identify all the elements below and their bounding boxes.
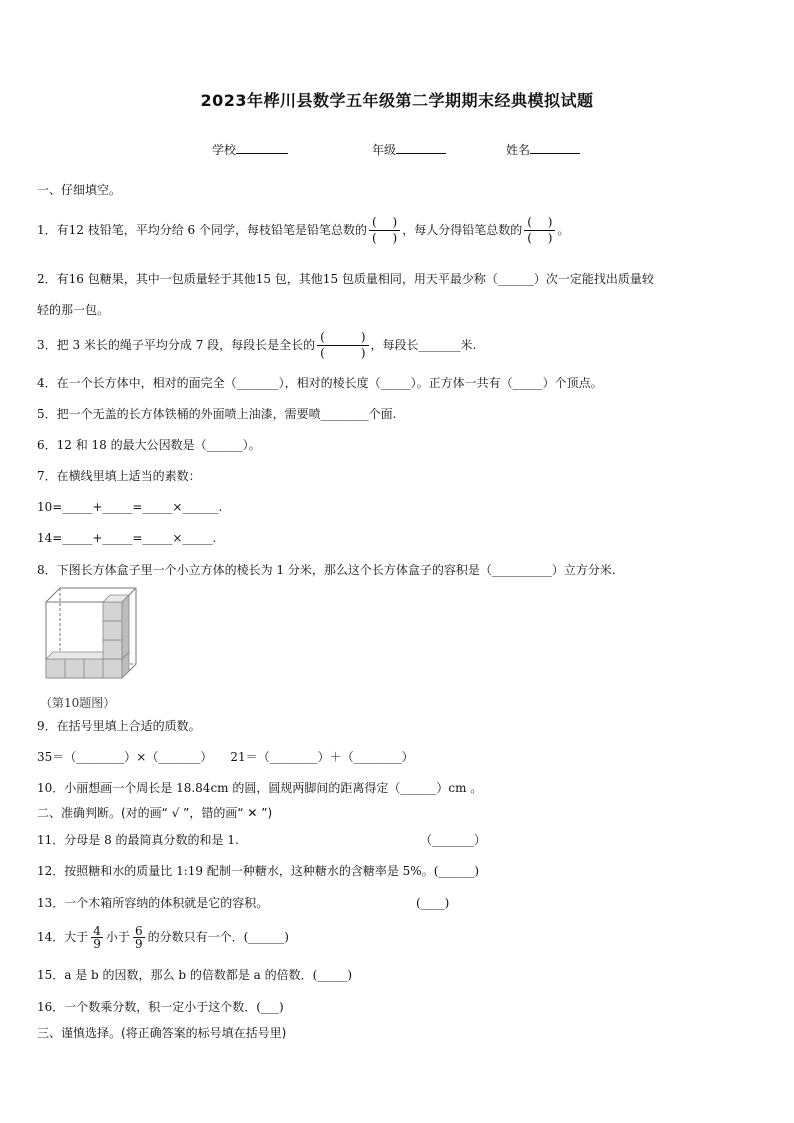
question-13: 13．一个木箱所容纳的体积就是它的容积。 <box>37 896 269 910</box>
section-2-heading: 二、准确判断。(对的画“ √ ”，错的画“ ✕ ”) <box>37 806 273 820</box>
question-16: 16．一个数乘分数，积一定小于这个数．(___) <box>37 1000 284 1014</box>
question-6: 6．12 和 18 的最大公因数是（______）。 <box>37 438 261 452</box>
q1-fraction-2[interactable]: $\frac{( )}{( )}$ <box>524 215 555 246</box>
school-label: 学校 <box>212 143 237 157</box>
question-3: 3．把 3 米长的绳子平均分成 7 段，每段长是全长的 $\frac{( )}{( )}$ ，每段长_______米. <box>37 330 477 360</box>
grade-label: 年级 <box>372 143 397 157</box>
question-12: 12．按照糖和水的质量比 1:19 配制一种糖水，这种糖水的含糖率是 5%。(______) <box>37 864 480 878</box>
section-1-heading: 一、仔细填空。 <box>37 183 122 197</box>
section-3-heading: 三、谨慎选择。(将正确答案的标号填在括号里) <box>37 1026 287 1040</box>
question-15: 15．a 是 b 的因数，那么 b 的倍数都是 a 的倍数．(_____) <box>37 968 353 982</box>
q3-fraction[interactable]: $\frac{( )}{( )}$ <box>317 330 368 361</box>
school-field <box>212 141 288 158</box>
school-blank[interactable] <box>236 141 288 154</box>
q11-answer[interactable]: （_______） <box>420 833 487 847</box>
question-5: 5．把一个无盖的长方体铁桶的外面喷上油漆，需要喷________个面. <box>37 407 397 421</box>
q1-fraction-1[interactable]: $\frac{( )}{( )}$ <box>369 215 400 246</box>
question-9: 9．在括号里填上合适的质数。 <box>37 719 201 733</box>
question-7: 7．在横线里填上适当的素数： <box>37 469 201 483</box>
box-figure <box>42 584 138 683</box>
question-2-line-2: 轻的那一包。 <box>37 303 110 317</box>
name-label: 姓名 <box>506 143 531 157</box>
question-8: 8．下图长方体盒子里一个小立方体的棱长为 1 分米，那么这个长方体盒子的容积是（__________）立方分米. <box>37 563 616 577</box>
page-title: 2023年桦川县数学五年级第二学期期末经典模拟试题 <box>200 91 594 110</box>
question-2-line-1: 2．有16 包糖果，其中一包质量轻于其他15 包，其他15 包质量相同，用天平最少称（______）次一定能找出质量较 <box>37 272 654 286</box>
question-1: 1．有12 枝铅笔，平均分给 6 个同学，每枝铅笔是铅笔总数的 $\frac{( )}{( )}$ ，每人分得铅笔总数的 $\frac{( )}{( )}$ 。 <box>37 215 570 245</box>
cuboid-diagram <box>42 584 138 680</box>
question-10: 10．小丽想画一个周长是 18.84cm 的圆，圆规两脚间的距离得定（______）cm 。 <box>37 781 483 795</box>
grade-blank[interactable] <box>396 141 446 154</box>
name-blank[interactable] <box>530 141 580 154</box>
fraction-6-9: $\frac{6}{9}$ <box>134 924 143 951</box>
question-7-row-1: 10=_____+_____=_____×______. <box>37 500 223 514</box>
fraction-4-9: $\frac{4}{9}$ <box>93 924 101 951</box>
question-7-row-2: 14=_____+_____=_____×_____. <box>37 531 217 545</box>
name-field <box>506 141 580 158</box>
q13-answer[interactable]: (____) <box>416 896 450 910</box>
question-14: 14．大于 $\frac{4}{9}$ 小于 $\frac{6}{9}$ 的分数只有一个．(______) <box>37 924 289 951</box>
question-9-row: 35＝（________）×（_______） 21＝（________）＋（________） <box>37 750 414 764</box>
figure-caption: （第10题图） <box>40 696 116 710</box>
grade-field <box>372 141 446 158</box>
question-11: 11．分母是 8 的最简真分数的和是 1. <box>37 833 239 847</box>
question-4: 4．在一个长方体中，相对的面完全（_______），相对的棱长度（_____）。正方体一共有（_____）个顶点。 <box>37 376 603 390</box>
